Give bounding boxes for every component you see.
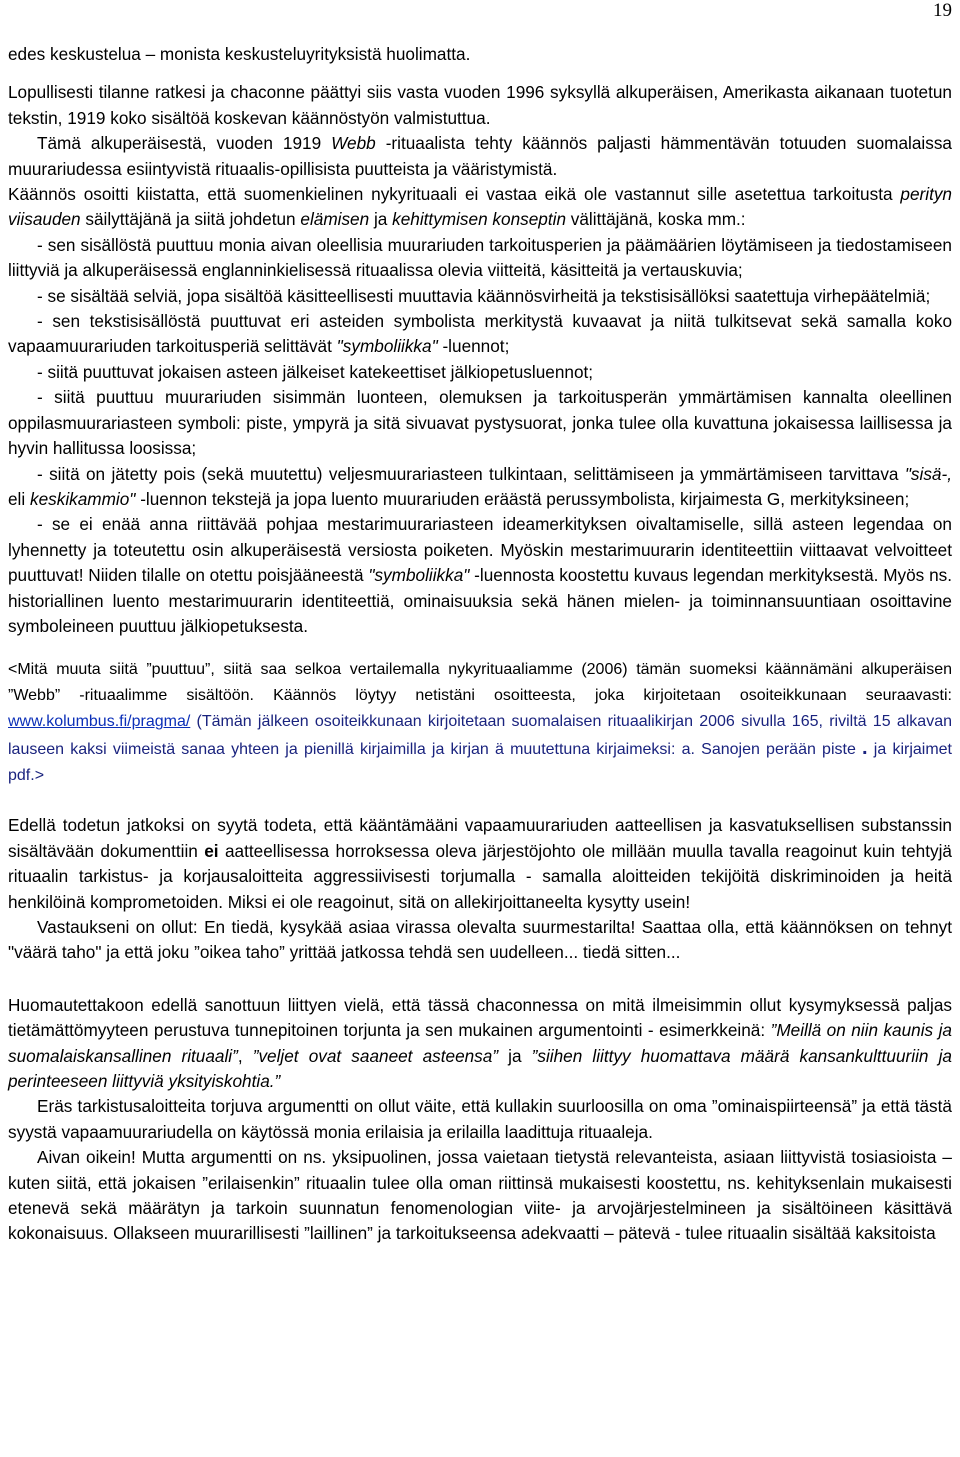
text-run: - siitä on jätetty pois (sekä muutettu) veljesmuurariasteen tulkintaan, selittämiseen ja ymmärtämiseen tarvittava: [37, 463, 905, 484]
list-item-translation-errors: - se sisältää selviä, jopa sisältöä käsitteellisesti muuttavia käännösvirheitä ja tekstisisällöksi saatettuja virhepäätelmiä;: [37, 285, 931, 306]
text-run: -luennosta koostettu kuvaus legendan merkityksestä. Myös ns. historiallinen luento mestarimuurarin identiteettiä, ominaisuuksia sekä hänen mielen- ja toiminnansuuntiaan osoittavine symboleineen puuttuu jälkiopetuksesta.: [8, 565, 952, 636]
emphasis: "sisä-,: [904, 463, 952, 484]
document-page: [8, 0, 952, 1247]
text-run: -rituaalista tehty käännös paljasti hämmentävän totuuden suomalaissa muurariudessa esiintyvistä rituaalis-opillisista puutteista ja vääristymistä.: [8, 133, 952, 179]
text-run: ja: [498, 1045, 532, 1066]
emphasis-quote: ”siihen liittyy huomattava määrä kansankulttuuriin ja perinteeseen liittyviä yksityiskohtia.”: [8, 1045, 952, 1091]
text-run: Tämä alkuperäisestä, vuoden 1919: [37, 133, 332, 154]
paragraph-intro: edes keskustelua – monista keskusteluyrityksistä huolimatta.: [8, 44, 471, 64]
emphasis: perityn viisauden: [8, 184, 952, 230]
text-run: -luennon tekstejä ja jopa luento muurariuden eräästä perussymbolista, kirjaimesta G, merkityksineen;: [135, 488, 910, 509]
emphasis: "symboliikka": [336, 336, 438, 357]
note-text-blue: [8, 713, 952, 784]
paragraph-resolution: Lopullisesti tilanne ratkesi ja chaconne päättyi siis vasta vuoden 1996 syksyllä alkuperäisen, Amerikasta aikanaan tuotetun tekstin, 1919 koko sisältöä koskevan käännöstyön valmistuttua.: [8, 82, 952, 128]
note-text: ja kirjaimet pdf.>: [8, 741, 953, 785]
text-run: eli: [8, 488, 30, 509]
paragraph-one-sided-argument: Aivan oikein! Mutta argumentti on ns. yksipuolinen, jossa vaietaan tietystä relevanteista, asiaan liittyvistä tosiasioista – kuten siitä, että jokaisen ”erilaisenkin” rituaalin tulee olla oman riittinsä mukaisesti koostettu, ns. kehityksenlain mukaisesti etenevä sekä määrätyn ja tarkoin suunnatun fenomenologian viite- ja arvojärjestelmineen ja sisältöineen käsittävä kokonaisuus. Ollakseen muurarillisesti ”laillinen” ja tarkoitukseensa adekvaatti – pätevä - tulee rituaalin sisältää kaksitoista: [8, 1147, 952, 1244]
text-run: Edellä todetun jatkoksi on syytä todeta, että kääntämääni vapaamuurariuden aatteellisen ja kasvatuksellisen substanssin sisältävään dokumenttiin: [8, 815, 952, 861]
list-item-middle-chamber: [8, 462, 952, 513]
paragraph-grand-lodge-argument: Eräs tarkistusaloitteita torjuva argumentti on ollut väite, että kullakin suurloosilla on oma ”ominaispiirteensä” ja että tästä syystä vapaamuurariudella on käytössä monia erilaisia ja erilailla laadittuja rituaaleja.: [8, 1096, 952, 1142]
emphasis-quote: ”Meillä on niin kaunis ja suomalaiskansallinen rituaali”: [8, 1020, 952, 1066]
emphasis: elämisen: [300, 209, 370, 230]
note-text: <Mitä muuta siitä ”puuttuu”, siitä saa selkoa vertailemalla nykyrituaaliamme (2006) tämän suomeksi käännämäni alkuperäisen ”Webb” -rituaalimme sisältöön. Käännös löytyy netistäni osoitteesta, joka kirjoitetaan osoiteikkunaan seuraavasti:: [8, 661, 952, 705]
list-item-missing-references: - sen sisällöstä puuttuu monia aivan oleellisia muurariuden tarkoitusperien ja päämäärien löytämiseen ja tiedostamiseen liittyviä ja alkuperäisessä englanninkielisessä rituaalissa olevia viitteitä, käsitteitä ja vertauskuvia;: [8, 234, 952, 281]
text-run: ,: [237, 1045, 253, 1066]
page-number: 19: [933, 0, 952, 21]
strong-ei: ei: [204, 840, 219, 861]
paragraph-leadership-reaction: [8, 813, 952, 915]
paragraph-translation-showed: [8, 182, 952, 233]
text-run: välittäjänä, koska mm.:: [566, 209, 746, 230]
emphasis: keskikammio": [29, 488, 136, 509]
list-item-symbolism-lectures: [8, 309, 952, 360]
list-item-master-mason: [8, 512, 952, 639]
note-paragraph: [8, 657, 952, 789]
paragraph-my-answer: Vastaukseni on ollut: En tiedä, kysykää asiaa virassa olevalta suurmestarilta! Saattaa olla, että käännöksen on tehnyt "väärä taho" ja että joku ”oikea taho” yrittää jatkossa tehdä sen uudelleen... tiedä sitten...: [8, 916, 952, 963]
emphasis-quote: ”veljet ovat saaneet asteensa”: [252, 1045, 499, 1066]
text-run: - se ei enää anna riittävää pohjaa mestarimuurariasteen ideamerkityksen oivaltamiselle, sillä asteen legendaa on lyhennetty ja toteutettu osin alkuperäisestä versiosta poiketen. Myöskin mestarimuurarin identiteettiin viittaavat velvoitteet puuttuvat! Niiden tilalle on otettu poisjääneestä: [8, 514, 952, 586]
emphasis-webb: Webb: [331, 133, 376, 154]
kolumbus-link[interactable]: www.kolumbus.fi/pragma/: [8, 713, 191, 731]
text-run: Huomautettakoon edellä sanottuun liittyen vielä, että tässä chaconnessa on mitä ilmeisimmin ollut kysymyksessä paljas tietämättömyyteen perustuva tunnepitoinen torjunta ja sen mukainen argumentointi - esimerkkeinä:: [8, 994, 952, 1041]
text-run: -luennot;: [437, 336, 510, 357]
text-run: ja: [369, 209, 393, 230]
note-dot: .: [862, 737, 868, 760]
paragraph-translation-revealed: [8, 131, 952, 182]
emphasis: kehittymisen konseptin: [392, 209, 566, 230]
list-item-catechetical-lectures: - siitä puuttuvat jokaisen asteen jälkeiset katekeettiset jälkiopetusluennot;: [37, 361, 594, 382]
text-run: Käännös osoitti kiistatta, että suomenkielinen nykyrituaali ei vastaa eikä ole vastannut sille asetettua tarkoitusta: [8, 184, 901, 205]
text-run: aatteellisessa horroksessa oleva järjestöjohto ole millään muulla tavalla reagoinut kuin tehtyjä rituaalin tarkistus- ja korjausaloitteita aggressiivisesti torjumalla - samalla aloitteiden tekijöitä diskriminoiden ja heitä henkilöinä komprometoiden. Miksi ei ole reagoinut, sitä on allekirjoittaneelta kysytty usein!: [8, 840, 952, 912]
paragraph-argumentation: [8, 993, 952, 1095]
emphasis: "symboliikka": [368, 565, 470, 586]
list-item-apprentice-symbol: - siitä puuttuu muurariuden sisimmän luonteen, olemuksen ja tarkoitusperän ymmärtämisen kannalta oleellinen oppilasmuurariasteen symboli: piste, ympyrä ja sitä sivuavat pystysuorat, jonka tulee olla kuvattuna jokaisessa laillisessa ja hyvin hallitussa loosissa;: [8, 387, 952, 459]
text-run: - sen tekstisisällöstä puuttuvat eri asteiden symbolista merkitystä kuvaavat ja niitä tulkitsevat sekä samalla koko vapaamuurariuden tarkoitusperiä selittävät: [8, 311, 952, 357]
text-run: säilyttäjänä ja siitä johdetun: [80, 209, 301, 230]
note-text: (Tämän jälkeen osoiteikkunaan kirjoitetaan suomalaisen rituaalikirjan 2006 sivulla 165, riviltä 15 alkavan lauseen kaksi viimeistä sanaa yhteen ja pienillä kirjaimilla ja kirjan ä muutettuna kirjaimeksi: a. Sanojen perään piste: [8, 713, 952, 759]
